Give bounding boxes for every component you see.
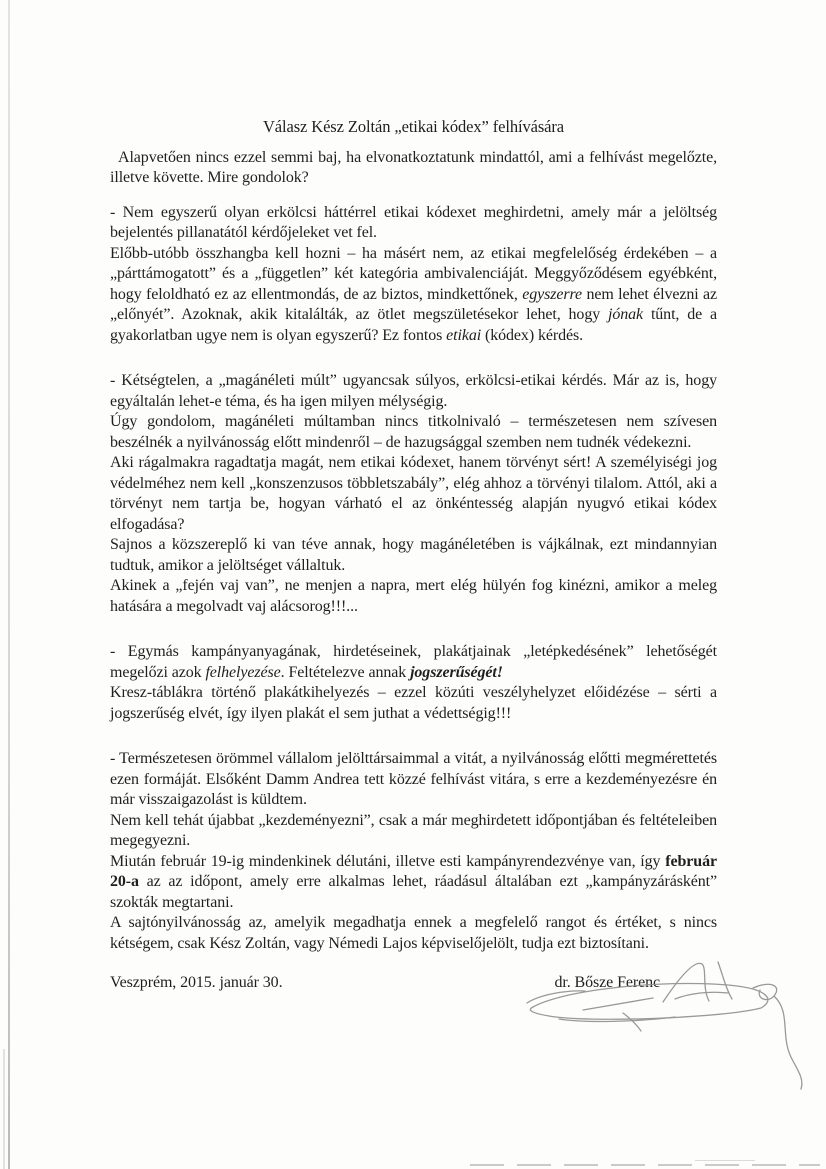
place-and-date: Veszprém, 2015. január 30.	[110, 974, 283, 991]
text-segment: nem lehet élvezni az „előnyét”. Azoknak, akik kitalálták, az ötlet megszületésekor lehet, hogy	[110, 285, 717, 323]
paragraph-debate-2: Nem kell tehát újabbat „kezdeményezni”, csak a már meghirdetett időpontjában és feltételeiben megegyezni.	[110, 811, 717, 849]
paragraph-intro: Alapvetően nincs ezzel semmi baj, ha elvonatkoztatunk mindattól, ami a felhívást megelőzte, illetve követte. Mire gondolok?	[110, 148, 717, 186]
paragraph-ethics-1: - Nem egyszerű olyan erkölcsi háttérrel etikai kódexet meghirdetni, amely már a jelöltség bejelentés pillanatától kérdőjeleket vet fel.	[110, 203, 717, 241]
paragraph-ethics-2	[110, 244, 717, 347]
text-segment: az az időpont, amely erre alkalmas lehet, ráadásul általában ezt „kampányzárásként” szokták megtartani.	[110, 873, 717, 911]
paragraph-private-life-2: Úgy gondolom, magánéleti múltamban nincs titkolnivaló – természetesen nem szívesen beszélnék a nyilvánosság előtt mindenről – de hazugsággal szemben nem tudnék védekezni.	[110, 413, 717, 451]
paragraph-posters-1	[110, 642, 717, 683]
emphasis-jonak: jónak	[608, 306, 644, 323]
emphasis-februar-20: február 20-a	[110, 852, 717, 890]
paragraph-private-life-5: Akinek a „fején vaj van”, ne menjen a napra, mert elég hülyén fog kinézni, amikor a meleg hatására a megolvadt vaj alácsorog!!!...	[110, 577, 717, 615]
text-segment: - Egymás kampányanyagának, hirdetéseinek, plakátjainak „letépkedésének” lehetőségét megelőzi azok	[110, 643, 717, 681]
paragraph-debate-1: - Természetesen örömmel vállalom jelölttársaimmal a vitát, a nyilvánosság előtti megmérettetés ezen formáját. Elsőként Damm Andrea tett közzé felhívást vitára, s erre a kezdeményezésre én már visszaigazolást is küldtem.	[110, 750, 717, 808]
paragraph-private-life-3: Aki rágalmakra ragadtatja magát, nem etikai kódexet, hanem törvényt sért! A személyiségi jog védelméhez nem kell „konszenzusos többletszabály”, elég ahhoz a törvényi tilalom. Attól, aki a törvényt nem tartja be, hogyan várható el az önkéntesség alapján nyugvó etikai kódex elfogadása?	[110, 454, 717, 533]
emphasis-jogszeruseget: jogszerűségét!	[410, 663, 503, 681]
paragraph-debate-3	[110, 852, 717, 914]
paragraph-private-life-4: Sajnos a közszereplő ki van téve annak, hogy magánéletében is vájkálnak, ezt mindannyian tudtuk, amikor a jelöltséget vállaltuk.	[110, 536, 717, 574]
text-segment: Miután február 19-ig mindenkinek délutáni, illetve esti kampányrendezvénye van, így	[110, 852, 666, 870]
letter-body	[110, 117, 717, 994]
scan-artifact-bottom-smudge-2	[695, 1160, 755, 1161]
paragraph-posters-2: Kresz-táblákra történő plakátkihelyezés – ezzel közúti veszélyhelyzet előidézése – sérti a jogszerűség elvét, így ilyen plakát el sem juthat a védettségig!!!	[110, 684, 717, 722]
emphasis-etikai: etikai	[446, 326, 482, 344]
text-segment: (kódex) kérdés.	[481, 326, 584, 344]
scan-artifact-left-edge-line-2	[3, 1049, 5, 1169]
text-segment: tűnt, de a gyakorlatban ugye nem is olyan egyszerű? Ez fontos	[110, 306, 717, 344]
scan-artifact-left-edge-line	[8, 0, 10, 1169]
signer-name: dr. Bősze Ferenc	[554, 974, 660, 991]
paragraph-debate-4: A sajtónyilvánosság az, amelyik megadhatja ennek a megfelelő rangot és értéket, s nincs kétségem, csak Kész Zoltán, vagy Némedi Lajos képviselőjelölt, tudja ezt biztosítani.	[110, 914, 717, 952]
text-segment: Előbb-utóbb összhangba kell hozni – ha másért nem, az etikai megfelelőség érdekében – a „párttámogatott” és a „független” két kategória ambivalenciáját. Meggyőződésem egyébként, hogy feloldható ez az ellentmondás, de az biztos, mindkettőnek,	[110, 244, 717, 303]
closing-row	[110, 973, 717, 994]
emphasis-felhelyezese: felhelyezése	[205, 663, 281, 681]
text-segment: . Feltételezve annak	[280, 663, 411, 681]
paragraph-private-life-1: - Kétségtelen, a „magánéleti múlt” ugyancsak súlyos, erkölcsi-etikai kérdés. Már az is, hogy egyáltalán lehet-e téma, és ha igen milyen mélységig.	[110, 372, 717, 410]
emphasis-egyszerre: egyszerre	[522, 285, 583, 303]
scan-artifact-bottom-smudge	[470, 1164, 820, 1166]
document-title: Válasz Kész Zoltán „etikai kódex” felhívására	[262, 117, 565, 136]
